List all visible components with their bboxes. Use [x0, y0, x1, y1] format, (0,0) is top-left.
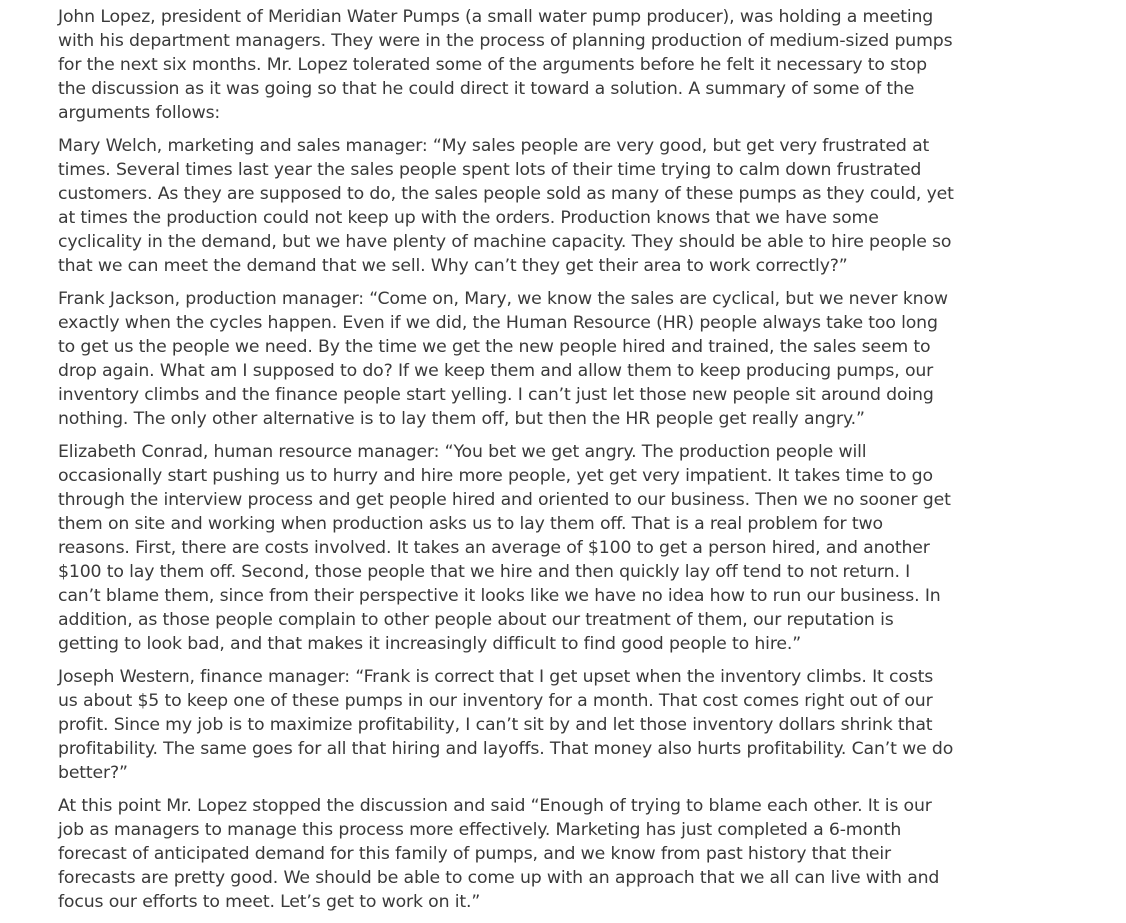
intro-paragraph: John Lopez, president of Meridian Water Pumps (a small water pump producer), was holding a meeting with his department managers. They were in the process of planning production of medium-sized pumps for the next six months. Mr. Lopez tolerated some of the arguments before he felt it necessary to stop the discussion as it was going so that he could direct it toward a solution. A summary of some of the arguments follows:	[58, 7, 953, 123]
case-text	[58, 5, 958, 923]
john-lopez-closing-paragraph: At this point Mr. Lopez stopped the discussion and said “Enough of trying to blame each other. It is our job as managers to manage this process more effectively. Marketing has just completed a 6-month forecast of anticipated demand for this family of pumps, and we know from past history that their forecasts are pretty good. We should be able to come up with an approach that we all can live with and focus our efforts to meet. Let’s get to work on it.”	[58, 796, 940, 912]
elizabeth-conrad-paragraph: Elizabeth Conrad, human resource manager: “You bet we get angry. The production people will occasionally start pushing us to hurry and hire more people, yet get very impatient. It takes time to go through the interview process and get people hired and oriented to our business. Then we no sooner get them on site and working when production asks us to lay them off. That is a real problem for two reasons. First, there are costs involved. It takes an average of $100 to get a person hired, and another $100 to lay them off. Second, those people that we hire and then quickly lay off tend to not return. I can’t blame them, since from their perspective it looks like we have no idea how to run our business. In addition, as those people complain to other people about our treatment of them, our reputation is getting to look bad, and that makes it increasingly difficult to find good people to hire.”	[58, 442, 951, 654]
frank-jackson-paragraph: Frank Jackson, production manager: “Come on, Mary, we know the sales are cyclical, but we never know exactly when the cycles happen. Even if we did, the Human Resource (HR) people always take too long to get us the people we need. By the time we get the new people hired and trained, the sales seem to drop again. What am I supposed to do? If we keep them and allow them to keep producing pumps, our inventory climbs and the finance people start yelling. I can’t just let those new people sit around doing nothing. The only other alternative is to lay them off, but then the HR people get really angry.”	[58, 289, 948, 429]
mary-welch-paragraph: Mary Welch, marketing and sales manager: “My sales people are very good, but get very frustrated at times. Several times last year the sales people spent lots of their time trying to calm down frustrated customers. As they are supposed to do, the sales people sold as many of these pumps as they could, yet at times the production could not keep up with the orders. Production knows that we have some cyclicality in the demand, but we have plenty of machine capacity. They should be able to hire people so that we can meet the demand that we sell. Why can’t they get their area to work correctly?”	[58, 136, 954, 276]
joseph-western-paragraph: Joseph Western, finance manager: “Frank is correct that I get upset when the inventory climbs. It costs us about $5 to keep one of these pumps in our inventory for a month. That cost comes right out of our profit. Since my job is to maximize profitability, I can’t sit by and let those inventory dollars shrink that profitability. The same goes for all that hiring and layoffs. That money also hurts profitability. Can’t we do better?”	[58, 667, 954, 783]
